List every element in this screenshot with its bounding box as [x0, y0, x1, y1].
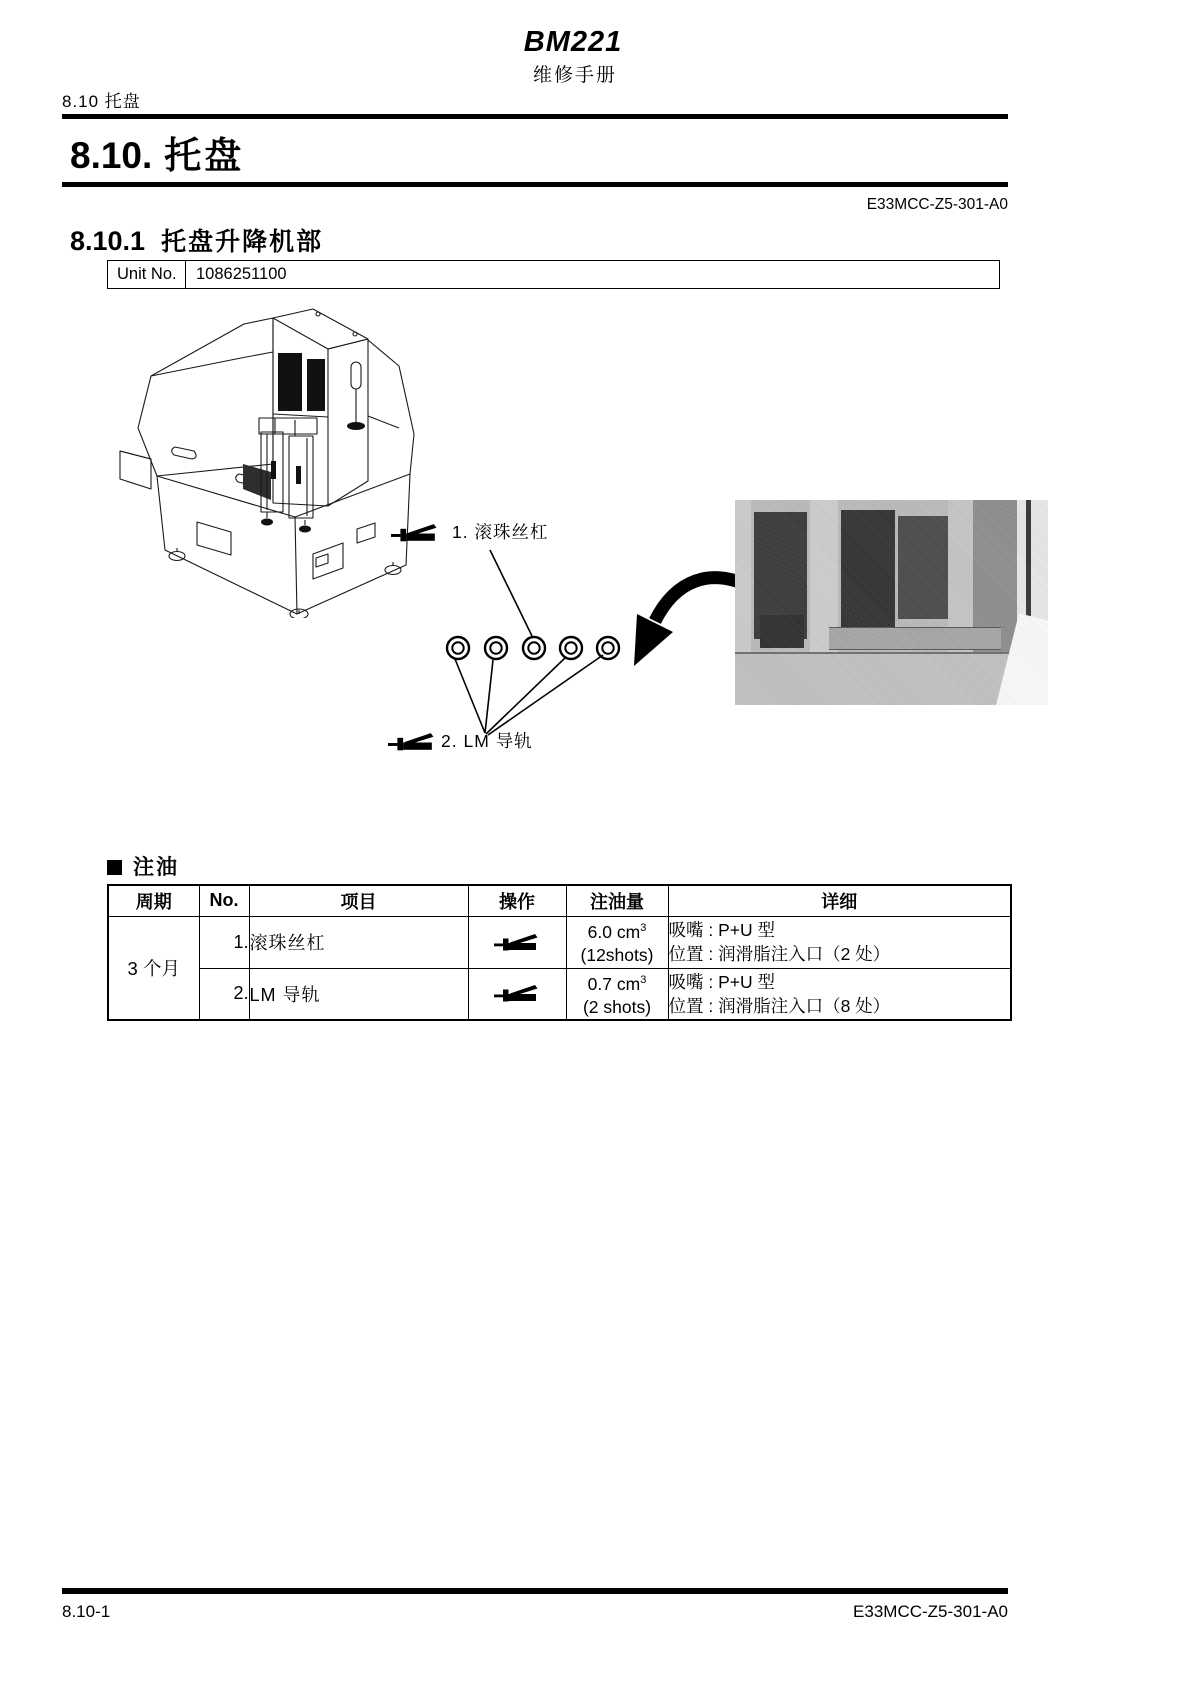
- amount-cell: 6.0 $cm^3$ (12shots): [566, 916, 668, 968]
- callout-lm-guide: 2. LM 导轨: [441, 731, 533, 751]
- item-cell: 滚珠丝杠: [249, 916, 468, 968]
- callout-ball-screw: 1. 滚珠丝杠: [452, 522, 549, 542]
- col-header-amount: 注油量: [566, 885, 668, 916]
- detail-cell: 吸嘴 : P+U 型 位置 : 润滑脂注入口（2 处）: [668, 916, 1011, 968]
- grease-gun-icon: [468, 968, 566, 1020]
- machine-line-drawing: [115, 296, 425, 618]
- col-header-item: 项目: [249, 885, 468, 916]
- lubrication-heading: [107, 851, 179, 881]
- page-title: [70, 125, 244, 179]
- subsection-number: 8.10.1: [70, 226, 146, 256]
- machine-photo: [735, 500, 1048, 705]
- doc-code: E33MCC-Z5-301-A0: [866, 196, 1008, 213]
- table-row: [108, 968, 1011, 1020]
- grease-point-circles: [447, 637, 619, 659]
- grease-gun-icon: [388, 732, 436, 753]
- unit-number-value: 1086251100: [196, 265, 287, 283]
- lubrication-table: [107, 884, 1012, 1021]
- divider: [62, 114, 1008, 119]
- model-title: BM221: [523, 26, 623, 58]
- amount-cell: 0.7 $cm^3$ (2 shots): [566, 968, 668, 1020]
- footer-divider: [62, 1588, 1008, 1594]
- lubrication-heading-text: 注油: [133, 856, 179, 879]
- col-header-no: No.: [199, 885, 249, 916]
- table-header-row: [108, 885, 1011, 916]
- no-cell: 2.: [199, 968, 249, 1020]
- unit-number-label: Unit No.: [108, 261, 186, 288]
- col-header-detail: 详细: [668, 885, 1011, 916]
- divider: [62, 182, 1008, 187]
- grease-gun-icon: [391, 523, 439, 544]
- table-row: [108, 916, 1011, 968]
- grease-gun-icon: [468, 916, 566, 968]
- detail-cell: 吸嘴 : P+U 型 位置 : 润滑脂注入口（8 处）: [668, 968, 1011, 1020]
- manual-subtitle: 维修手册: [532, 65, 617, 86]
- subsection-title: [70, 222, 323, 258]
- breadcrumb: 8.10 托盘: [62, 92, 141, 111]
- bullet-square-icon: [107, 860, 122, 875]
- col-header-op: 操作: [468, 885, 566, 916]
- unit-number-table: [107, 260, 1000, 289]
- subsection-text: 托盘升降机部: [161, 228, 324, 256]
- page-title-number: 8.10.: [70, 135, 153, 176]
- col-header-cycle: 周期: [108, 885, 199, 916]
- footer-page-number: 8.10-1: [62, 1602, 111, 1621]
- footer-doc-code: E33MCC-Z5-301-A0: [853, 1602, 1008, 1621]
- item-cell: LM 导轨: [249, 968, 468, 1020]
- no-cell: 1.: [199, 916, 249, 968]
- page-title-text: 托盘: [164, 135, 245, 176]
- cycle-cell: 3 个月: [108, 916, 199, 1020]
